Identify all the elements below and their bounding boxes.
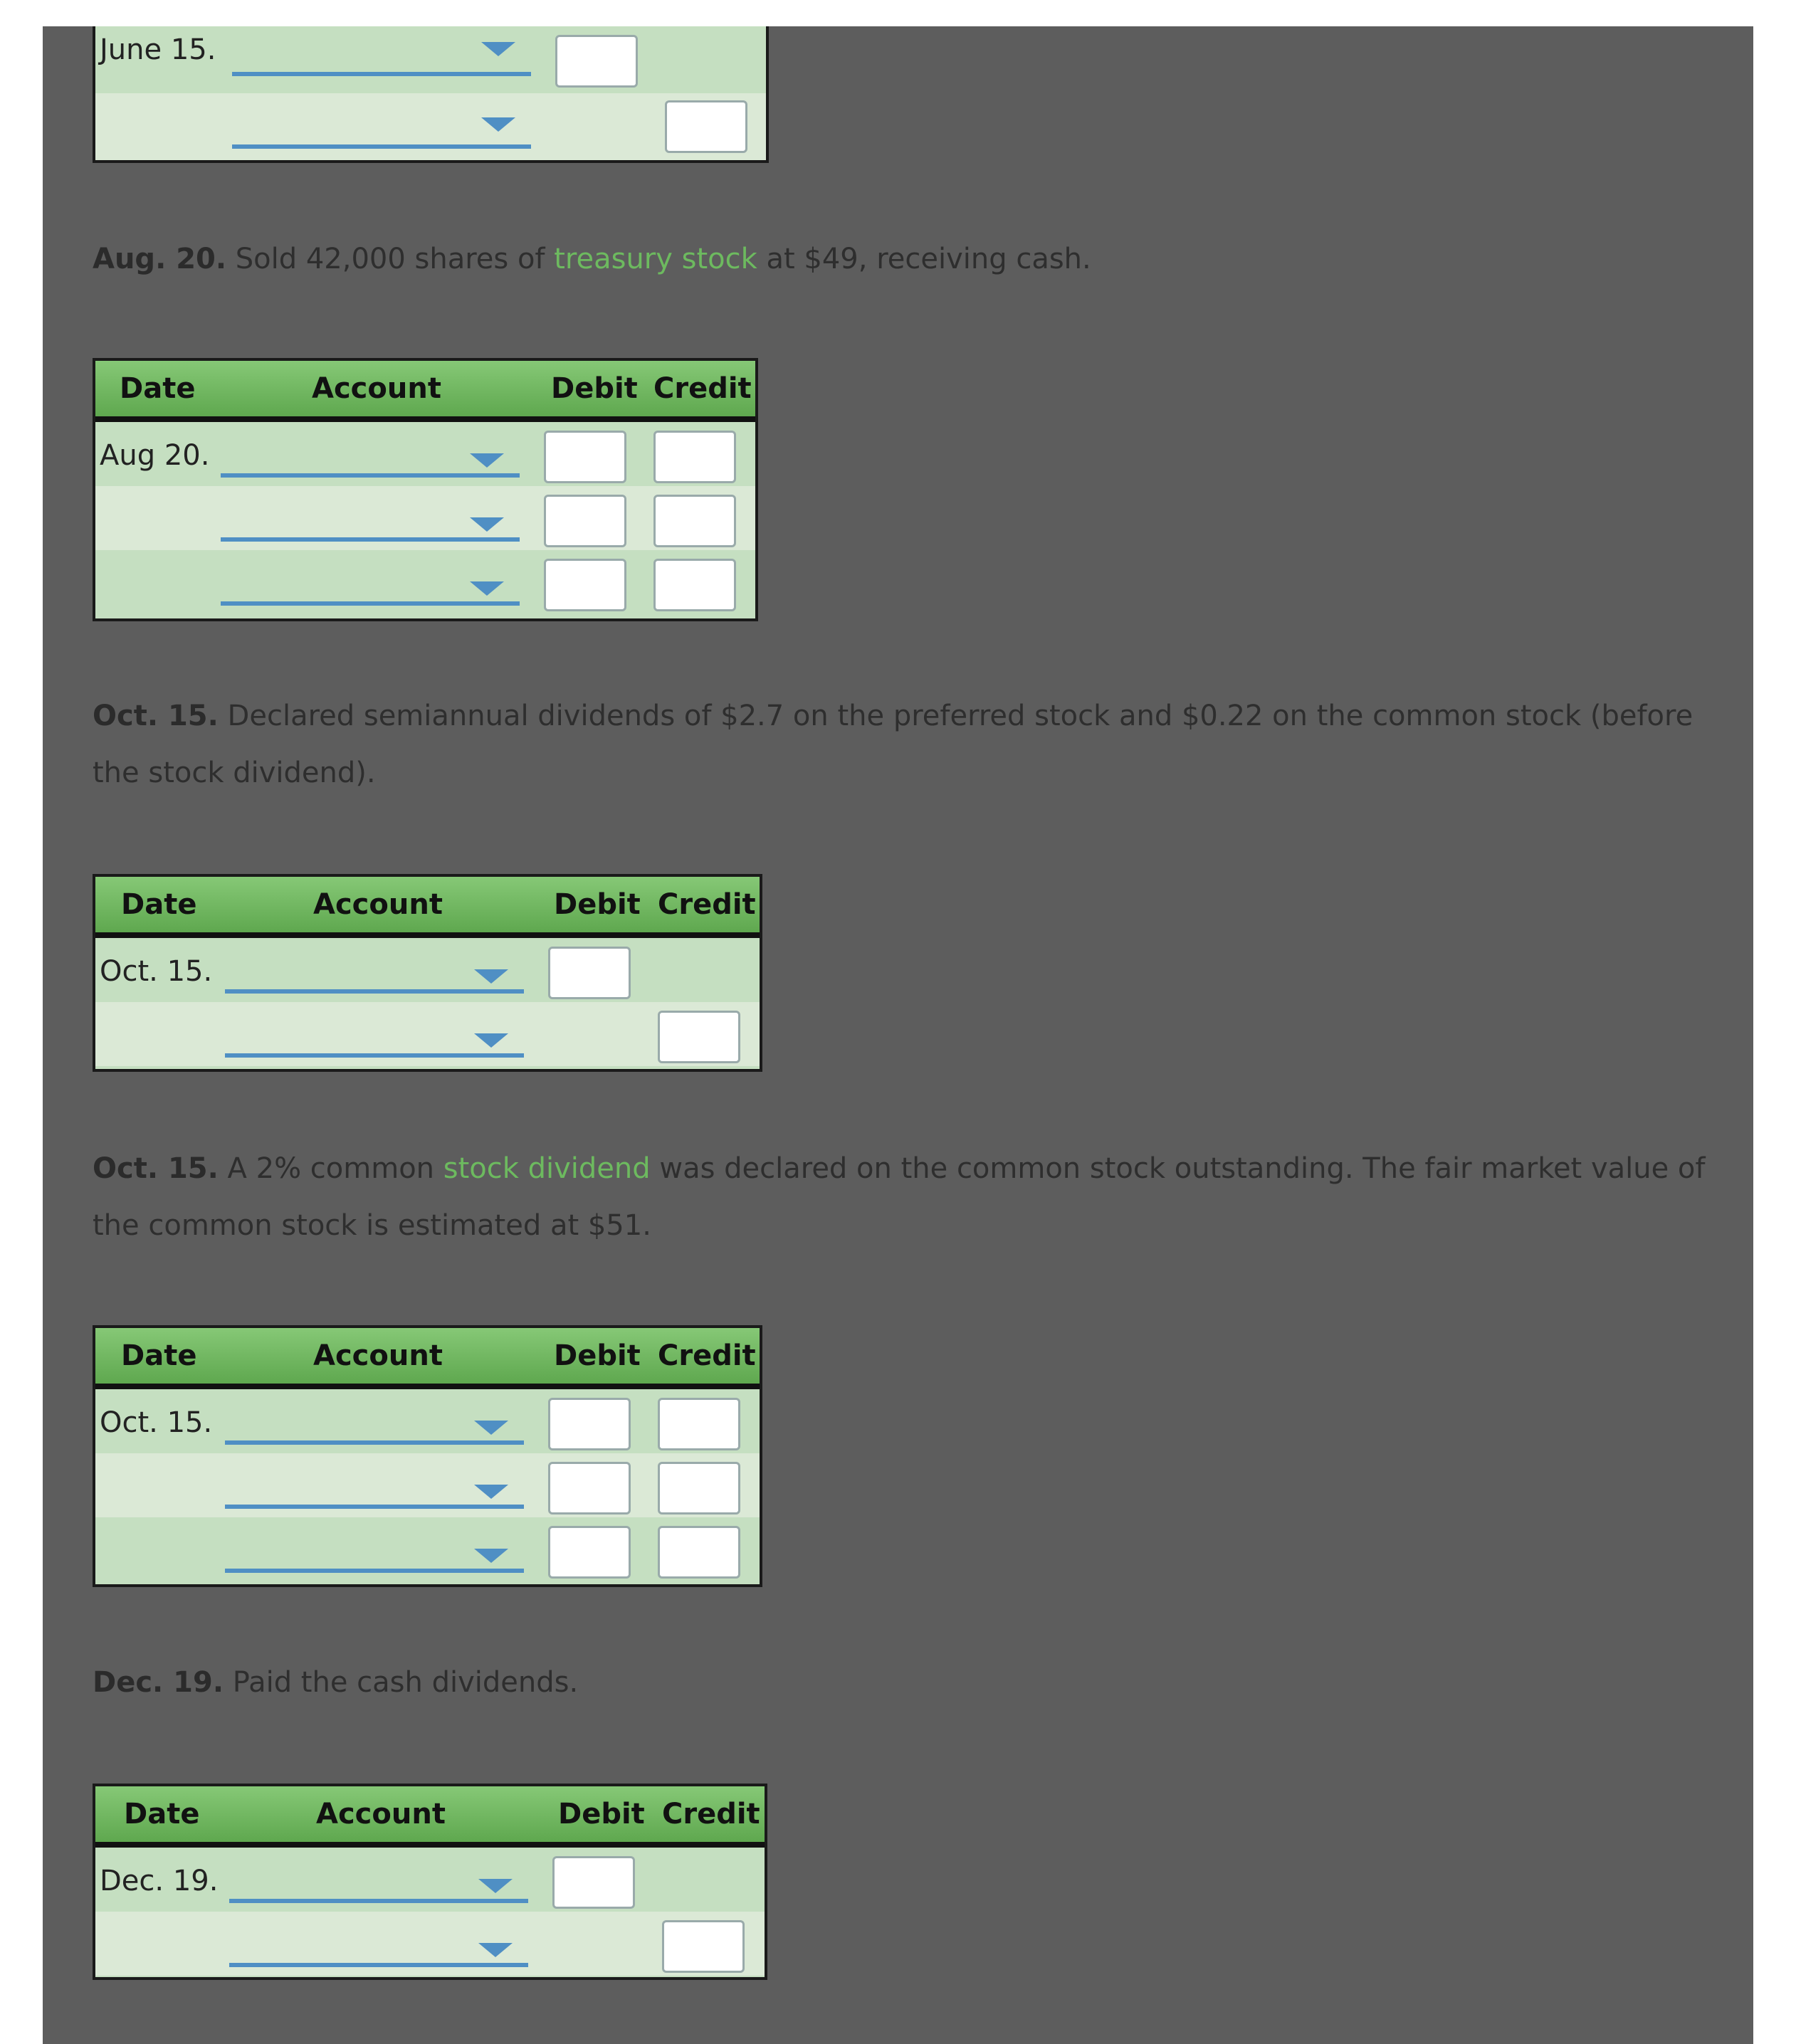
question-date: Dec. 19. [93, 1666, 224, 1699]
chevron-down-icon [470, 581, 504, 596]
header-account: Account [313, 1339, 443, 1372]
table-row [95, 938, 760, 1002]
debit-input[interactable] [544, 559, 626, 611]
journal-table-oct15-cash [93, 874, 762, 1072]
account-dropdown[interactable] [229, 1858, 528, 1903]
question-text: the stock dividend). [93, 757, 376, 789]
credit-input[interactable] [665, 100, 747, 153]
debit-input[interactable] [544, 431, 626, 483]
chevron-down-icon [474, 1485, 508, 1499]
question-date: Oct. 15. [93, 700, 219, 732]
chevron-down-icon [478, 1879, 513, 1893]
debit-input[interactable] [552, 1856, 635, 1909]
question-text: Paid the cash dividends. [232, 1666, 579, 1699]
account-dropdown[interactable] [225, 1012, 524, 1058]
header-debit: Debit [558, 1798, 645, 1830]
chevron-down-icon [474, 1549, 508, 1563]
journal-table-dec19 [93, 1784, 767, 1980]
credit-input[interactable] [653, 431, 736, 483]
header-date: Date [121, 1339, 197, 1372]
header-credit: Credit [653, 372, 752, 405]
header-account: Account [316, 1798, 446, 1830]
table-row [95, 1912, 765, 1976]
header-credit: Credit [658, 888, 756, 921]
row-date: Oct. 15. [100, 955, 213, 988]
chevron-down-icon [470, 517, 504, 532]
header-debit: Debit [554, 888, 641, 921]
chevron-down-icon [474, 1421, 508, 1435]
row-date: Oct. 15. [100, 1406, 213, 1439]
table-row [95, 1389, 760, 1453]
header-debit: Debit [551, 372, 638, 405]
question-oct15-stock-dividend [93, 1140, 1730, 1254]
chevron-down-icon [474, 969, 508, 984]
stock-dividend-link[interactable]: stock dividend [443, 1152, 651, 1185]
table-header [95, 1328, 760, 1389]
account-dropdown[interactable] [225, 948, 524, 994]
question-text: was declared on the common stock outstanding. The fair market value of [659, 1152, 1706, 1185]
header-debit: Debit [554, 1339, 641, 1372]
table-row [95, 1002, 760, 1066]
header-account: Account [312, 372, 441, 405]
account-dropdown[interactable] [221, 432, 520, 478]
question-dec19 [93, 1654, 1730, 1711]
account-dropdown[interactable] [232, 99, 531, 149]
journal-table-aug20 [93, 358, 758, 621]
row-date: June 15. [100, 33, 216, 66]
treasury-stock-link[interactable]: treasury stock [554, 243, 757, 275]
account-dropdown[interactable] [221, 496, 520, 542]
header-credit: Credit [662, 1798, 760, 1830]
table-row [95, 1453, 760, 1517]
credit-input[interactable] [653, 495, 736, 547]
table-row [95, 1517, 760, 1581]
chevron-down-icon [470, 453, 504, 468]
account-dropdown[interactable] [225, 1527, 524, 1573]
credit-input[interactable] [658, 1526, 740, 1579]
debit-input[interactable] [555, 35, 638, 88]
header-date: Date [120, 372, 196, 405]
question-aug20 [93, 231, 1730, 288]
chevron-down-icon [474, 1033, 508, 1048]
credit-input[interactable] [658, 1398, 740, 1450]
journal-table-june15 [93, 26, 769, 163]
header-date: Date [121, 888, 197, 921]
table-header [95, 877, 760, 938]
credit-input[interactable] [658, 1011, 740, 1063]
table-row [95, 26, 766, 93]
account-dropdown[interactable] [229, 1922, 528, 1967]
question-text: A 2% common [227, 1152, 435, 1185]
table-header [95, 361, 755, 422]
debit-input[interactable] [548, 947, 631, 999]
account-dropdown[interactable] [232, 26, 531, 76]
question-text: the common stock is estimated at $51. [93, 1209, 651, 1242]
question-text: Declared semiannual dividends of $2.7 on the preferred stock and $0.22 on the common stock (before [227, 700, 1693, 732]
table-row [95, 486, 755, 550]
question-text: at $49, receiving cash. [766, 243, 1091, 275]
credit-input[interactable] [662, 1920, 745, 1973]
table-row [95, 1848, 765, 1912]
chevron-down-icon [481, 42, 515, 56]
debit-input[interactable] [548, 1526, 631, 1579]
question-date: Oct. 15. [93, 1152, 219, 1185]
row-date: Aug 20. [100, 439, 210, 472]
table-row [95, 550, 755, 614]
question-oct15-cash-dividends [93, 688, 1730, 801]
header-date: Date [124, 1798, 200, 1830]
credit-input[interactable] [653, 559, 736, 611]
account-dropdown[interactable] [221, 560, 520, 606]
header-credit: Credit [658, 1339, 756, 1372]
row-date: Dec. 19. [100, 1865, 219, 1897]
table-header [95, 1786, 765, 1848]
header-account: Account [313, 888, 443, 921]
account-dropdown[interactable] [225, 1463, 524, 1509]
debit-input[interactable] [544, 495, 626, 547]
debit-input[interactable] [548, 1398, 631, 1450]
debit-input[interactable] [548, 1462, 631, 1514]
table-row [95, 422, 755, 486]
question-date: Aug. 20. [93, 243, 227, 275]
credit-input[interactable] [658, 1462, 740, 1514]
chevron-down-icon [481, 117, 515, 132]
chevron-down-icon [478, 1943, 513, 1957]
account-dropdown[interactable] [225, 1399, 524, 1445]
table-row [95, 93, 766, 160]
question-text: Sold 42,000 shares of [235, 243, 545, 275]
journal-table-oct15-stock [93, 1325, 762, 1587]
